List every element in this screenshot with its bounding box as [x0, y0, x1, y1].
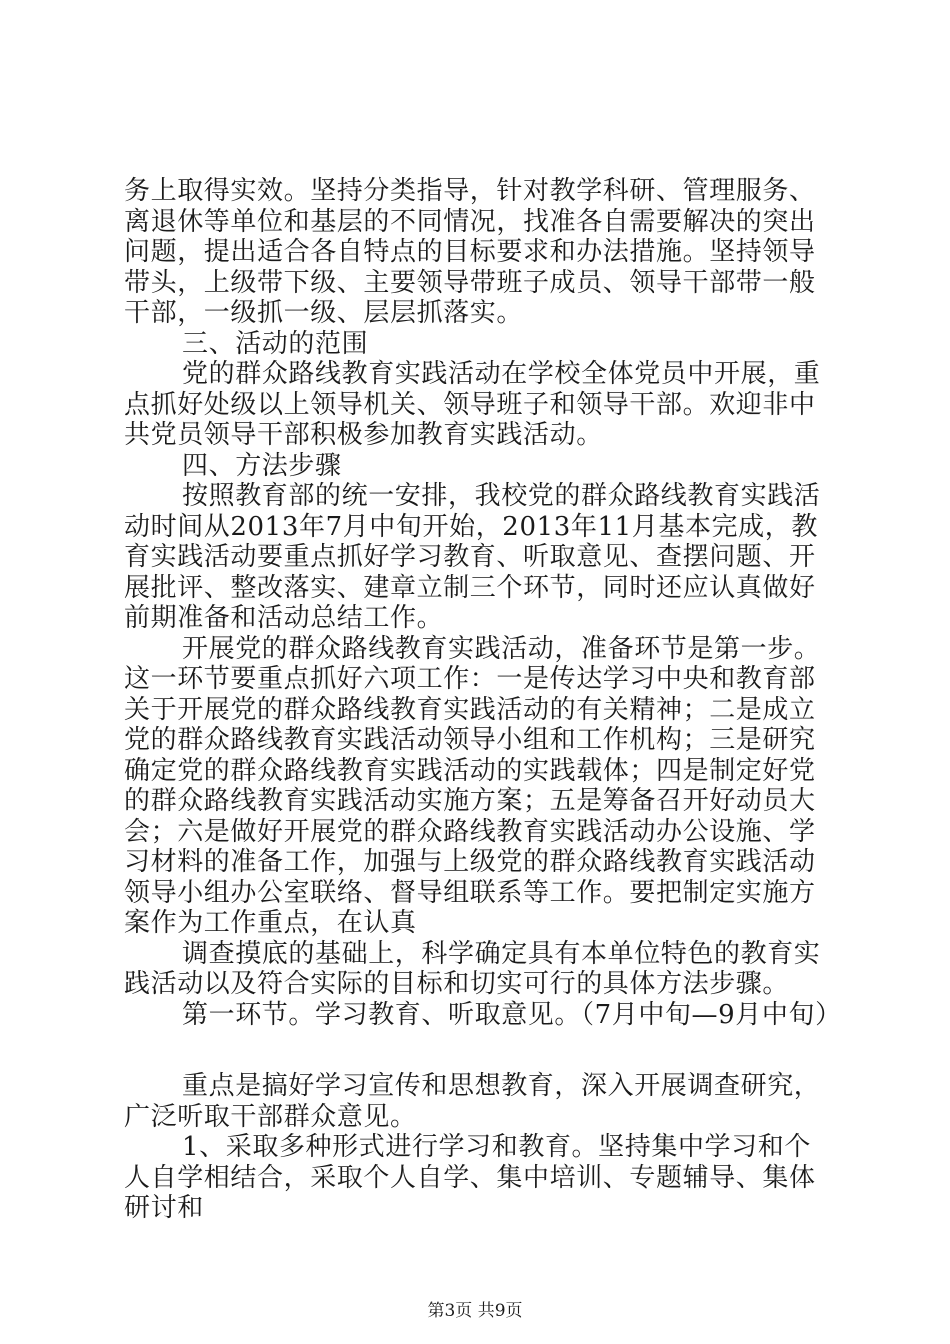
page-footer: 第3页 共9页 — [427, 1301, 523, 1321]
paragraph-preparation: 开展党的群众路线教育实践活动，准备环节是第一步。这一环节要重点抓好六项工作：一是传达学习中央和教育部关于开展党的群众路线教育实践活动的有关精神；二是成立党的群众路线教育实践活动领导小组和工作机构；三是研究确定党的群众路线教育实践活动的实践载体；四是制定好党的群众路线教育实践活动实施方案；五是筹备召开好动员大会；六是做好开展党的群众路线教育实践活动办公设施、学习材料的准备工作，加强与上级党的群众路线教育实践活动领导小组办公室联络、督导组联系等工作。要把制定实施方案作为工作重点，在认真 — [124, 633, 821, 938]
paragraph-item-1: 1、采取多种形式进行学习和教育。坚持集中学习和个人自学相结合，采取个人自学、集中培训、专题辅导、集体研讨和 — [124, 1132, 816, 1223]
blank-spacer — [124, 1030, 834, 1071]
paragraph-continuation: 务上取得实效。坚持分类指导，针对教学科研、管理服务、离退休等单位和基层的不同情况，找准各自需要解决的突出问题，提出适合各自特点的目标要求和办法措施。坚持领导带头，上级带下级、主要领导带班子成员、领导干部带一般干部，一级抓一级、层层抓落实。 — [124, 176, 816, 328]
section-heading-scope: 三、活动的范围 — [182, 328, 369, 359]
paragraph-focus: 重点是搞好学习宣传和思想教育，深入开展调查研究，广泛听取干部群众意见。 — [124, 1071, 821, 1132]
paragraph-scope: 党的群众路线教育实践活动在学校全体党员中开展，重点抓好处级以上领导机关、领导班子和领导干部。欢迎非中共党员领导干部积极参加教育实践活动。 — [124, 359, 821, 450]
stage-one-heading: 第一环节。学习教育、听取意见。（7月中旬—9月中旬） — [182, 999, 842, 1030]
document-body — [124, 176, 842, 1224]
paragraph-schedule: 按照教育部的统一安排，我校党的群众路线教育实践活动时间从2013年7月中旬开始，2013年11月基本完成，教育实践活动要重点抓好学习教育、听取意见、查摆问题、开展批评、整改落实、建章立制三个环节，同时还应认真做好前期准备和活动总结工作。 — [124, 481, 821, 633]
paragraph-investigation: 调查摸底的基础上，科学确定具有本单位特色的教育实践活动以及符合实际的目标和切实可行的具体方法步骤。 — [124, 938, 821, 999]
section-heading-steps: 四、方法步骤 — [182, 450, 342, 481]
